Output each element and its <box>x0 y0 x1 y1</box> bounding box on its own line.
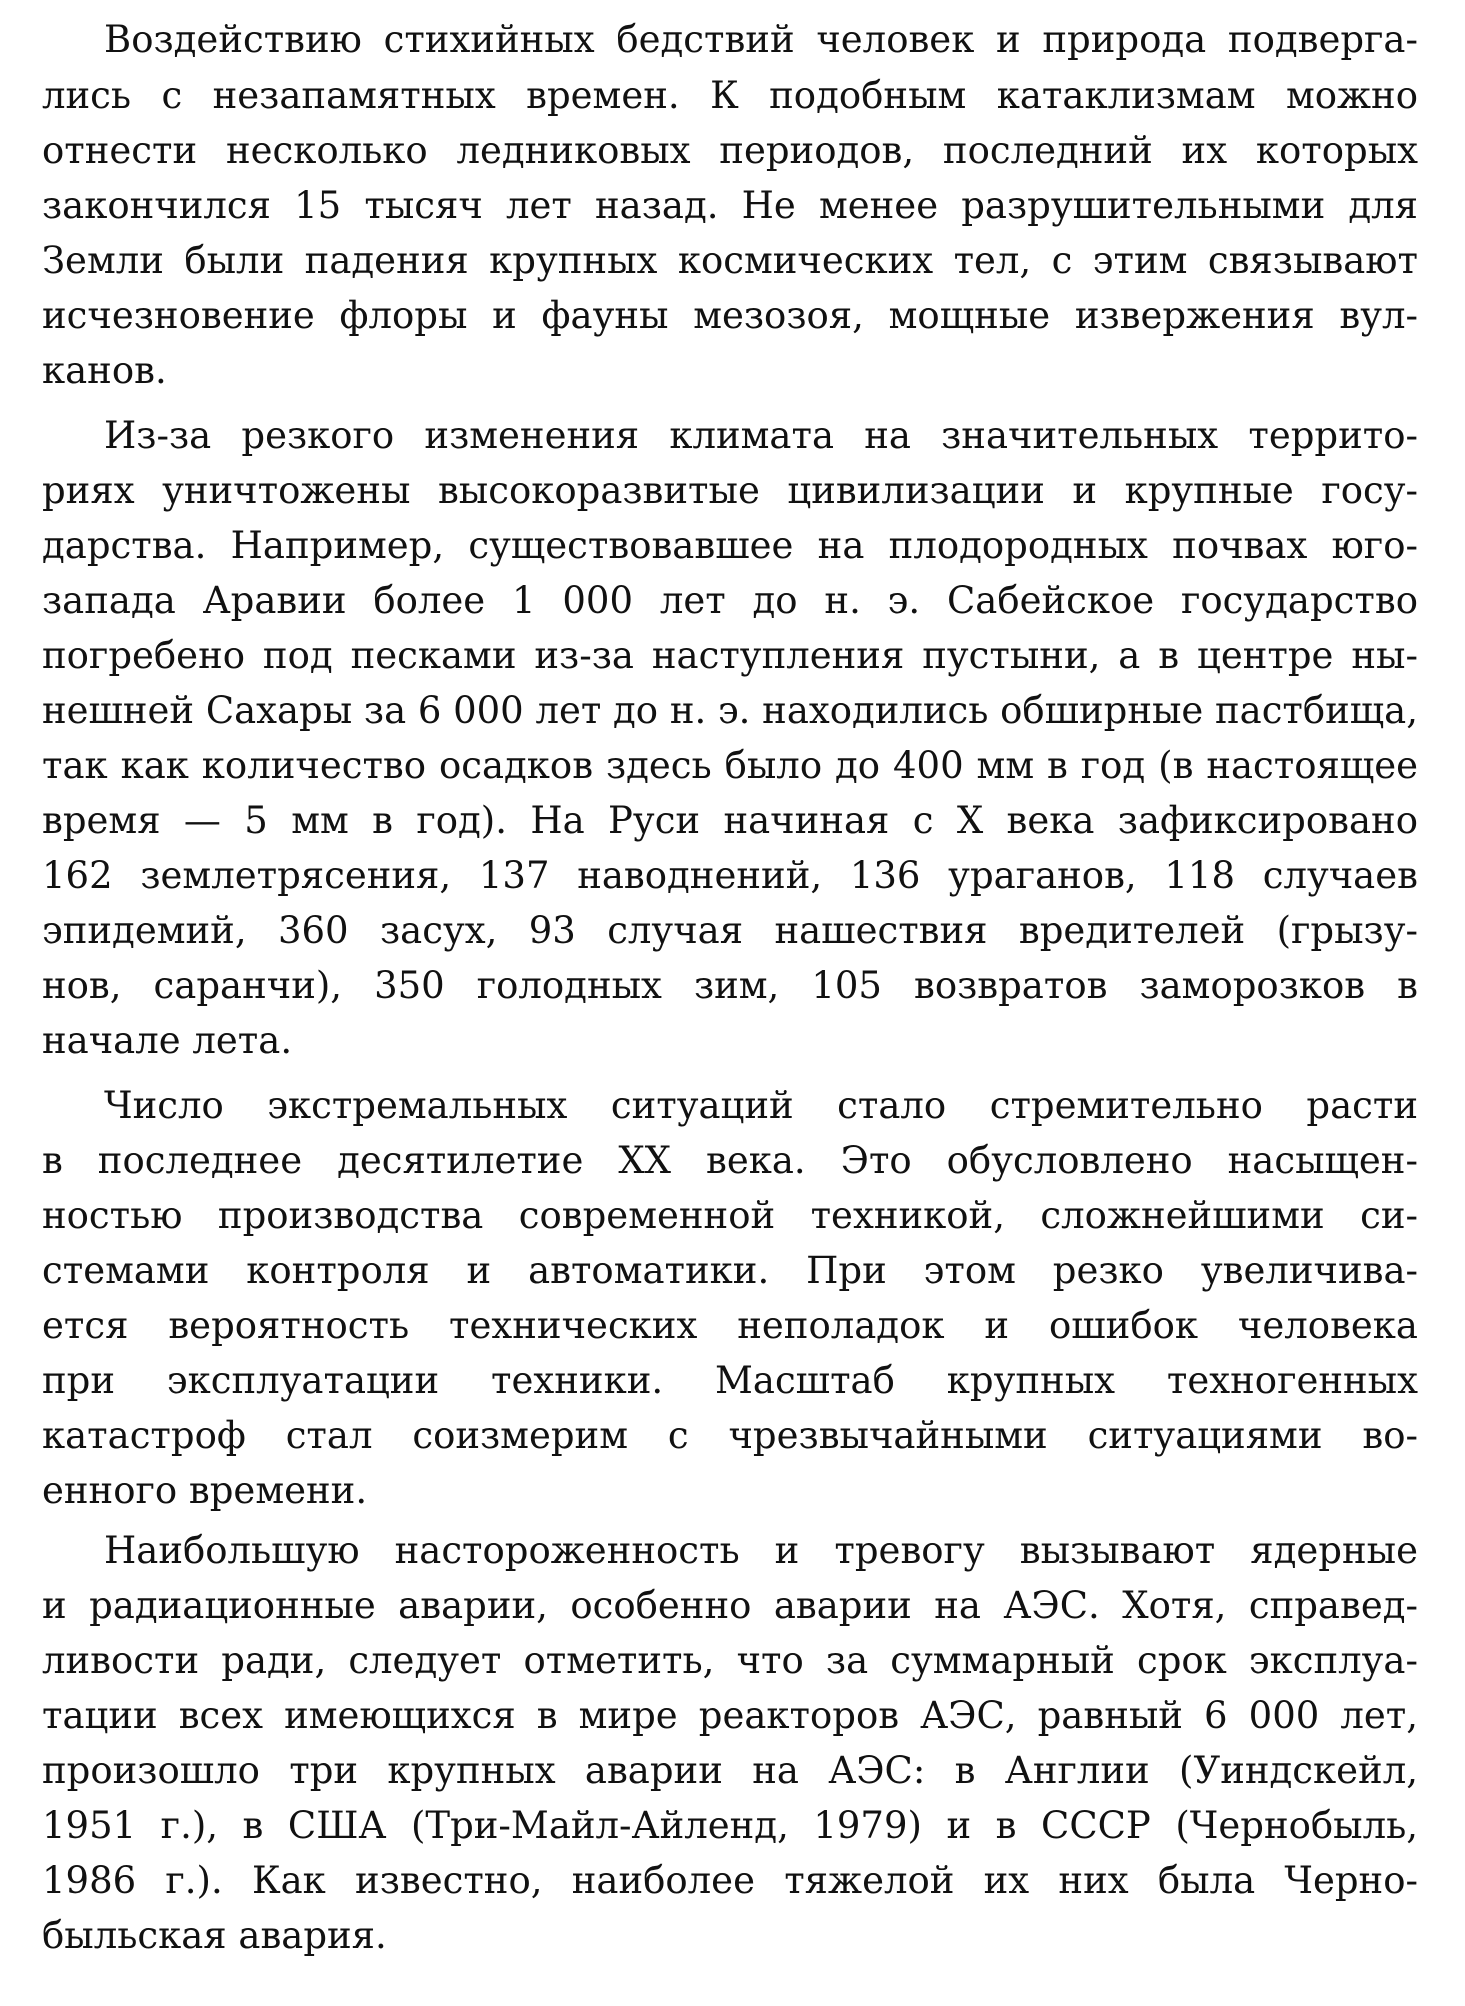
text-line-content: Воздействию стихийных бедствий человек и природа подверга- <box>104 18 1418 61</box>
text-line-content: ливости ради, следует отметить, что за суммарный срок эксплуа- <box>42 1639 1418 1682</box>
text-line <box>0 630 1465 682</box>
text-line-content: закончился 15 тысяч лет назад. Не менее разрушительными для <box>42 184 1419 227</box>
text-line <box>0 1135 1465 1187</box>
text-line-content: эпидемий, 360 засух, 93 случая нашествия вредителей (грызу- <box>42 909 1418 952</box>
text-line-content: исчезновение флоры и фауны мезозоя, мощные извержения вул- <box>42 294 1419 337</box>
text-line-content: 1986 г.). Как известно, наиболее тяжелой их них была Черно- <box>42 1859 1418 1902</box>
text-line-content: ностью производства современной техникой, сложнейшими си- <box>42 1194 1418 1237</box>
text-line <box>0 1410 1465 1462</box>
text-line <box>0 290 1465 342</box>
text-line-content: 1951 г.), в США (Три-Майл-Айленд, 1979) и в СССР (Чернобыль, <box>42 1804 1419 1847</box>
text-line <box>0 14 1465 66</box>
text-line <box>0 795 1465 847</box>
text-line-content: канов. <box>42 349 167 392</box>
text-line <box>0 740 1465 792</box>
text-line-content: Наибольшую настороженность и тревогу вызывают ядерные <box>104 1529 1418 1572</box>
text-line-content: Земли были падения крупных космических тел, с этим связывают <box>42 239 1418 282</box>
text-line-content: запада Аравии более 1 000 лет до н. э. Сабейское государство <box>42 579 1418 622</box>
text-line-content: в последнее десятилетие XX века. Это обусловлено насыщен- <box>42 1139 1418 1182</box>
text-line-content: время — 5 мм в год). На Руси начиная с X века зафиксировано <box>42 799 1418 842</box>
text-line <box>0 180 1465 232</box>
text-line-content: катастроф стал соизмерим с чрезвычайными ситуациями во- <box>42 1414 1418 1457</box>
text-line <box>0 1690 1465 1742</box>
text-line-content: Из-за резкого изменения климата на значительных террито- <box>104 414 1418 457</box>
text-line-content: ется вероятность технических неполадок и ошибок человека <box>42 1304 1418 1347</box>
text-line <box>0 1015 1465 1067</box>
text-line <box>0 1525 1465 1577</box>
text-line <box>0 465 1465 517</box>
text-line-content: так как количество осадков здесь было до 400 мм в год (в настоящее <box>42 744 1419 787</box>
text-line-content: погребено под песками из-за наступления пустыни, а в центре ны- <box>42 634 1418 677</box>
text-line-content: отнести несколько ледниковых периодов, последний их которых <box>42 129 1419 172</box>
text-line <box>0 1465 1465 1517</box>
text-line-content: начале лета. <box>42 1019 293 1062</box>
text-line <box>0 1300 1465 1352</box>
text-line <box>0 575 1465 627</box>
text-line-content: нешней Сахары за 6 000 лет до н. э. находились обширные пастбища, <box>42 689 1418 732</box>
text-line-content: дарства. Например, существовавшее на плодородных почвах юго- <box>42 524 1418 567</box>
text-line <box>0 850 1465 902</box>
text-line <box>0 1635 1465 1687</box>
text-line-content: быльская авария. <box>42 1914 387 1957</box>
text-line <box>0 345 1465 397</box>
text-line <box>0 125 1465 177</box>
text-line <box>0 1190 1465 1242</box>
text-line-content: произошло три крупных аварии на АЭС: в Англии (Уиндскейл, <box>42 1749 1418 1792</box>
text-line-content: Число экстремальных ситуаций стало стремительно расти <box>104 1084 1418 1127</box>
text-line <box>0 960 1465 1012</box>
text-line <box>0 1910 1465 1962</box>
text-line-content: стемами контроля и автоматики. При этом резко увеличива- <box>42 1249 1419 1292</box>
text-line-content: при эксплуатации техники. Масштаб крупных техногенных <box>42 1359 1418 1402</box>
text-line-content: лись с незапамятных времен. К подобным катаклизмам можно <box>42 74 1418 117</box>
text-line <box>0 1580 1465 1632</box>
text-line-content: и радиационные аварии, особенно аварии на АЭС. Хотя, справед- <box>42 1584 1418 1627</box>
text-line <box>0 685 1465 737</box>
text-line <box>0 1745 1465 1797</box>
text-line <box>0 905 1465 957</box>
text-line-content: нов, саранчи), 350 голодных зим, 105 возвратов заморозков в <box>42 964 1418 1007</box>
text-line <box>0 520 1465 572</box>
text-line <box>0 1355 1465 1407</box>
text-line <box>0 235 1465 287</box>
text-line <box>0 1855 1465 1907</box>
text-line-content: 162 землетрясения, 137 наводнений, 136 ураганов, 118 случаев <box>42 854 1418 897</box>
text-line-content: тации всех имеющихся в мире реакторов АЭС, равный 6 000 лет, <box>42 1694 1419 1737</box>
text-line-content: риях уничтожены высокоразвитые цивилизации и крупные госу- <box>42 469 1419 512</box>
text-line <box>0 1245 1465 1297</box>
text-line <box>0 1800 1465 1852</box>
text-line-content: енного времени. <box>42 1469 368 1512</box>
text-line <box>0 70 1465 122</box>
text-line <box>0 410 1465 462</box>
text-line <box>0 1080 1465 1132</box>
